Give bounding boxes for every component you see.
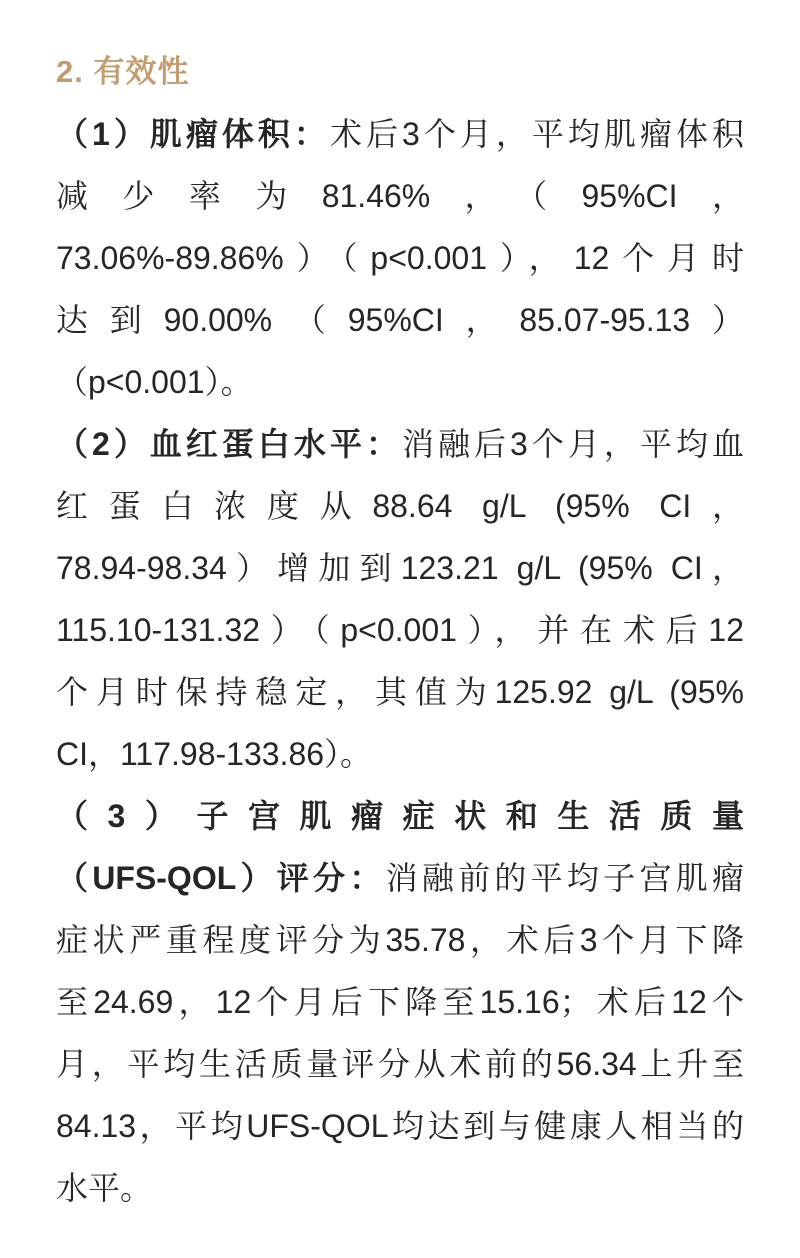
line-text: 73.06%-89.86%）（p<0.001），12个月时 bbox=[56, 240, 744, 276]
line-text: 减少率为81.46%，（95%CI， bbox=[56, 178, 744, 214]
text-line bbox=[56, 537, 744, 599]
line-text: 红蛋白浓度从88.64 g/L (95% CI， bbox=[56, 488, 744, 524]
text-line bbox=[56, 1157, 744, 1219]
text-line bbox=[56, 413, 744, 475]
text-line bbox=[56, 289, 744, 351]
text-line bbox=[56, 661, 744, 723]
text-line bbox=[56, 847, 744, 909]
text-line bbox=[56, 723, 744, 785]
paragraph bbox=[56, 103, 744, 413]
line-text: 月，平均生活质量评分从术前的56.34上升至 bbox=[56, 1046, 744, 1082]
text-line bbox=[56, 351, 744, 413]
paragraphs-container bbox=[56, 103, 744, 1219]
line-text: 症状严重程度评分为35.78，术后3个月下降 bbox=[56, 922, 744, 958]
text-line bbox=[56, 1095, 744, 1157]
bold-label: （3）子宫肌瘤症状和生活质量 bbox=[56, 798, 744, 834]
line-text: 水平。 bbox=[56, 1170, 153, 1206]
text-line bbox=[56, 599, 744, 661]
bold-label: （2）血红蛋白水平： bbox=[56, 426, 402, 462]
text-line bbox=[56, 971, 744, 1033]
text-line bbox=[56, 103, 744, 165]
line-text: 84.13，平均UFS-QOL均达到与健康人相当的 bbox=[56, 1108, 744, 1144]
line-text: 消融后3个月，平均血 bbox=[402, 426, 744, 462]
paragraph bbox=[56, 785, 744, 1219]
line-text: 78.94-98.34）增加到123.21 g/L (95% CI， bbox=[56, 550, 744, 586]
bold-label: （UFS-QOL）评分： bbox=[56, 860, 386, 896]
text-line bbox=[56, 227, 744, 289]
bold-label: （1）肌瘤体积： bbox=[56, 116, 330, 152]
line-text: 至24.69，12个月后下降至15.16；术后12个 bbox=[56, 984, 744, 1020]
text-line bbox=[56, 165, 744, 227]
line-text: CI，117.98-133.86）。 bbox=[56, 736, 373, 772]
line-text: 达到90.00%（95%CI，85.07-95.13） bbox=[56, 302, 744, 338]
text-line bbox=[56, 909, 744, 971]
text-line bbox=[56, 475, 744, 537]
line-text: （p<0.001）。 bbox=[56, 364, 253, 400]
line-text: 术后3个月，平均肌瘤体积 bbox=[329, 116, 744, 152]
paragraph bbox=[56, 413, 744, 785]
text-line bbox=[56, 1033, 744, 1095]
text-line bbox=[56, 785, 744, 847]
line-text: 个月时保持稳定，其值为125.92 g/L (95% bbox=[56, 674, 744, 710]
section-heading: 2. 有效性 bbox=[56, 54, 190, 89]
line-text: 消融前的平均子宫肌瘤 bbox=[385, 860, 744, 896]
line-text: 115.10-131.32）（p<0.001），并在术后12 bbox=[56, 612, 744, 648]
